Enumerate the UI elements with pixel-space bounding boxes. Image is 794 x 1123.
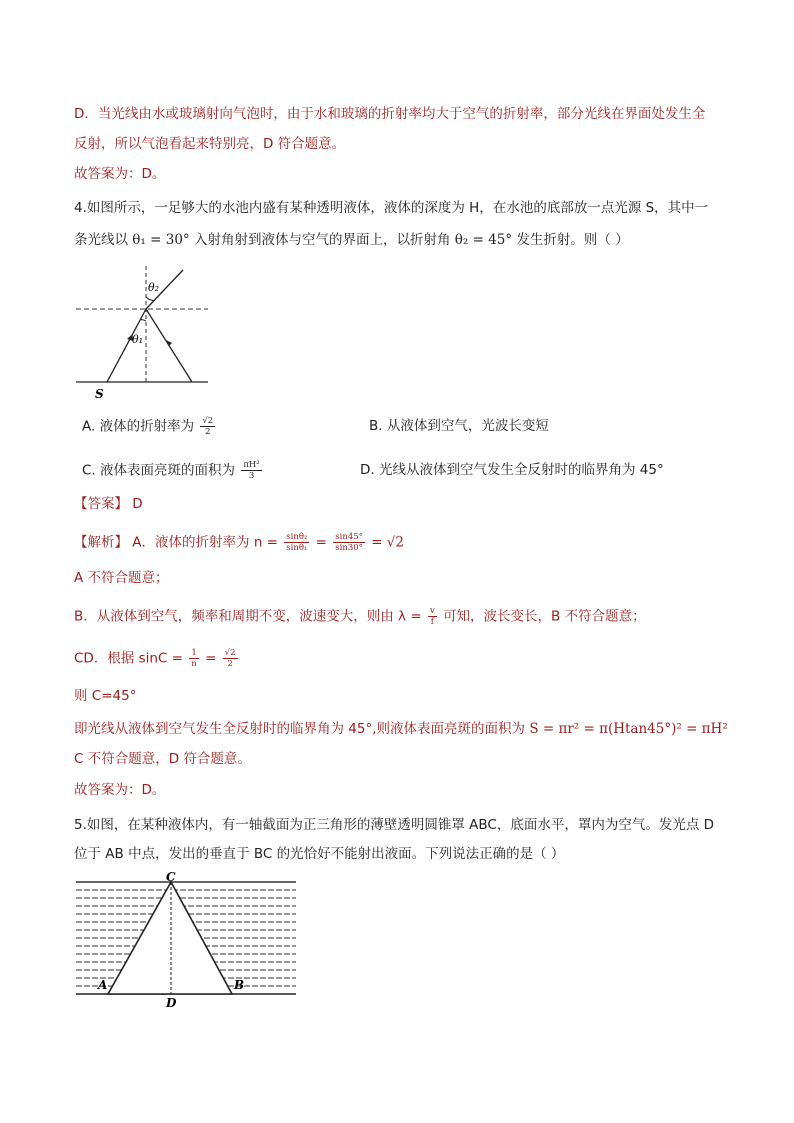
q4-refraction-figure xyxy=(70,258,220,406)
prev-option-d-line2: 反射，所以气泡看起来特别亮，D 符合题意。 xyxy=(74,136,346,152)
theta1-label: θ₁ xyxy=(132,333,144,346)
q4-analysis-label: 【解析】 xyxy=(74,534,128,551)
q4-analysis-b-lead: B．从液体到空气，频率和周期不变，波速变大，则由 λ = xyxy=(74,608,422,625)
q4-analysis-a-result: = √2 xyxy=(371,534,404,551)
q4-analysis-area-lead: 即光线从液体到空气发生全反射时的临界角为 45°,则液体表面亮斑的面积为 xyxy=(74,721,526,737)
q4-stem-part-b: 入射角射到液体与空气的界面上，以折射角 xyxy=(193,232,455,248)
prev-answer: 故答案为：D。 xyxy=(74,166,166,182)
theta1-arc xyxy=(140,319,146,321)
q4-analysis-b-tail: 可知，波长变长，B 不符合题意； xyxy=(443,608,646,625)
q4-analysis-a-lead: A．液体的折射率为 n = xyxy=(132,534,278,551)
label-a: A xyxy=(98,978,108,992)
q4-analysis-b-fraction xyxy=(428,606,437,627)
q4-analysis-cd-conclusion: C 不符合题意，D 符合题意。 xyxy=(74,751,251,767)
q4-analysis-b xyxy=(74,606,646,627)
q4-analysis-cd-fraction-1 xyxy=(189,648,198,669)
q5-cone-figure xyxy=(72,870,300,1010)
q4-option-a-fraction xyxy=(200,416,215,437)
q4-analysis-fraction-2 xyxy=(333,532,365,553)
theta2-arc xyxy=(146,297,155,301)
q4-option-c-num: πH² xyxy=(243,460,260,470)
q4-analysis-f2-den: sin30° xyxy=(335,543,363,553)
q4-analysis-b-num: v xyxy=(429,606,435,616)
q4-answer-label: 【答案】 xyxy=(74,496,128,512)
q4-theta1-equation: θ₁ = 30° xyxy=(132,232,190,248)
label-d: D xyxy=(166,996,177,1010)
q4-answer xyxy=(74,494,143,514)
q4-analysis-b-den: f xyxy=(430,617,434,627)
q4-option-c-text: C. 液体表面亮斑的面积为 xyxy=(82,462,236,479)
q4-analysis-f2-num: sin45° xyxy=(335,532,363,542)
light-source-label: S xyxy=(95,387,104,401)
q4-analysis-cd-lead: CD．根据 sinC = xyxy=(74,650,183,667)
q4-analysis-a-conclusion: A 不符合题意； xyxy=(74,570,169,586)
q4-final-answer: 故答案为：D。 xyxy=(74,782,166,798)
q4-analysis-cd-f1-num: 1 xyxy=(191,648,197,658)
q5-stem-line1: 5.如图，在某种液体内，有一轴截面为正三角形的薄壁透明圆锥罩 ABC，底面水平，罩内为空气。发光点 D xyxy=(74,817,715,833)
q4-analysis-cd-f2-den: 2 xyxy=(227,659,233,669)
q4-option-a-text: A. 液体的折射率为 xyxy=(82,418,195,435)
label-b: B xyxy=(234,978,245,992)
q4-analysis-area xyxy=(74,719,728,739)
q4-option-b[interactable]: B. 从液体到空气，光波长变短 xyxy=(369,418,549,434)
q4-analysis-cd-fraction-2 xyxy=(223,648,238,669)
q4-option-a-num: √2 xyxy=(202,416,214,426)
q4-option-a-den: 2 xyxy=(205,427,211,437)
q4-analysis-fraction-1 xyxy=(284,532,309,553)
q5-stem-line2: 位于 AB 中点，发出的垂直于 BC 的光恰好不能射出液面。下列说法正确的是（ ） xyxy=(74,846,565,862)
prev-option-d-line1: D．当光线由水或玻璃射向气泡时，由于水和玻璃的折射率均大于空气的折射率，部分光线在界面处发生全 xyxy=(74,106,706,122)
label-c: C xyxy=(166,870,176,884)
q4-theta2-equation: θ₂ = 45° xyxy=(454,232,513,248)
q4-stem-part-c: 发生折射。则（ ） xyxy=(516,232,629,248)
q4-stem-part-a: 条光线以 xyxy=(74,232,133,248)
q4-analysis-cd-f2-num: √2 xyxy=(224,648,236,658)
q4-analysis-equals: = xyxy=(315,534,327,551)
q4-analysis-cd-f1-den: n xyxy=(191,659,197,669)
q4-stem-line1: 4.如图所示，一足够大的水池内盛有某种透明液体，液体的深度为 H，在水池的底部放一点光源 S，其中一 xyxy=(74,200,709,216)
q4-option-a[interactable] xyxy=(82,416,217,437)
q4-analysis-c-eq: 则 C=45° xyxy=(74,688,137,704)
q4-option-c-den: 3 xyxy=(248,471,255,481)
q4-analysis-cd xyxy=(74,648,240,669)
q4-option-d[interactable]: D. 光线从液体到空气发生全反射时的临界角为 45° xyxy=(360,462,664,478)
q4-analysis-cd-equals: = xyxy=(205,650,217,667)
q4-analysis-a xyxy=(74,532,404,553)
q4-option-c-fraction xyxy=(241,460,261,481)
q4-stem-line2 xyxy=(74,230,629,250)
q4-analysis-area-formula: S = πr² = π(Htan45°)² = πH² xyxy=(529,721,728,737)
q4-analysis-f1-num: sinθ₂ xyxy=(286,532,308,542)
q4-option-c[interactable] xyxy=(82,460,264,481)
q4-answer-value: D xyxy=(132,496,143,512)
theta2-label: θ₂ xyxy=(148,281,160,294)
q4-analysis-f1-den: sinθ₁ xyxy=(286,543,308,553)
